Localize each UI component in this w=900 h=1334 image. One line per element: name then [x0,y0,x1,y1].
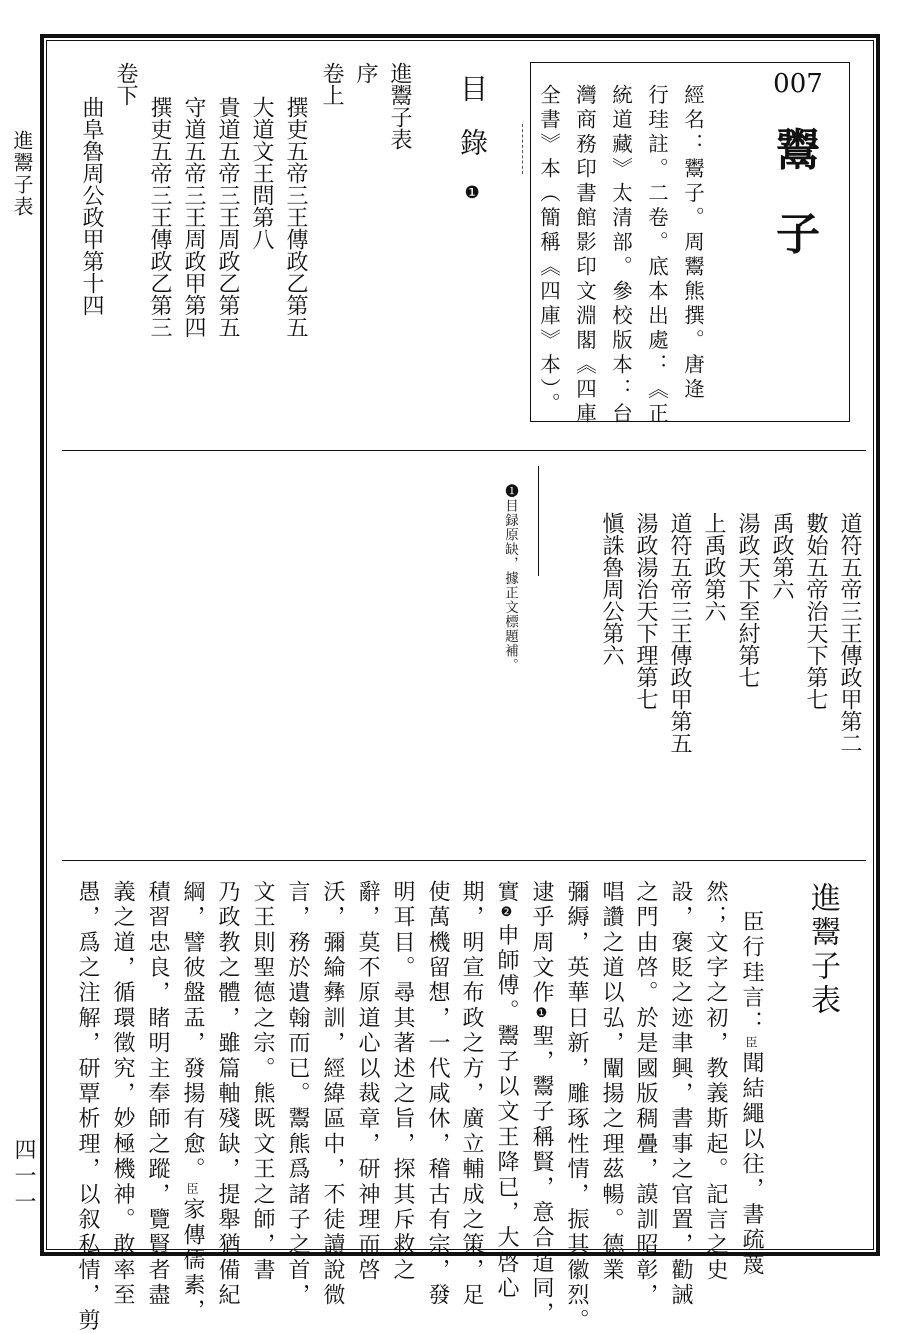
info-line: 經名：鬻子。周鬻熊撰。唐逄 [680,84,705,403]
toc-line: 湯政天下至紂第七 [735,512,760,688]
text-run: 家傳儒素， [180,1197,205,1324]
toc-heading [452,74,492,228]
dashed-marker [522,124,523,174]
essay-line: 彌縟，英華日新，雕琢性情，振其徽烈。 [564,880,589,1334]
toc-line: 禹政第六 [769,512,794,600]
note-marker: ❶ [462,182,482,228]
toc-line: 撰吏五帝三王傳政乙第五 [283,74,308,338]
text-run: 實 [494,880,519,906]
page-number: 四一一 [11,1138,36,1216]
toc-line: 守道五帝三王周政甲第四 [181,74,206,338]
footnote: ❶目録原缺，據正文標題補。 [502,484,518,673]
toc-line: 道符五帝三王傳政甲第二 [837,512,862,754]
text-run: 聞結繩以往，書疏蔑 [739,1051,764,1279]
essay-line [495,880,517,1301]
essay-line [740,910,762,1278]
essay-line: 沃，彌綸彝訓，經緯區中，不徒讀說微 [320,880,345,1309]
toc-heading-text: 目錄 [456,74,489,182]
running-title: 進鬻子表 [10,130,34,218]
info-line: 灣商務印書館影印文淵閣《四庫 [572,84,597,427]
note-marker: ❶ [534,1006,549,1025]
essay-line: 期，明宣布政之方，廣立輔成之策，足 [459,880,484,1309]
text-run: 綱，譬彼盤盂，發揚有愈。 [180,880,205,1183]
essay-line: 之門由啓。於是國版稠疊，謨訓昭彰， [633,880,658,1309]
essay-line: 言，務於遺翰而已。鬻熊爲諸子之首， [285,880,310,1309]
essay-line: 愚，爲之注解，研覃析理，以叙私情，剪 [75,880,100,1334]
note-marker: ❷ [499,905,514,924]
toc-line: 上禹政第六 [701,512,726,622]
toc-line: 數始五帝治天下第七 [803,512,828,710]
divider-lower [62,860,866,861]
essay-line: 積習忠良，睹明主奉師之蹤，覽賢者盡 [145,880,170,1309]
small-char: 臣 [744,1036,758,1052]
toc-line: 貴道五帝三王周政乙第五 [215,74,240,338]
toc-line: 序 [353,62,378,84]
info-line: 全書》本（簡稱《四庫》本）。 [536,84,561,417]
essay-line: 使萬機留想，一代咸休，稽古有宗，發 [425,880,450,1309]
essay-line: 乃政教之體，雖篇軸殘缺，提舉猶備紀 [215,880,240,1309]
toc-line: 大道文王問第八 [249,74,274,250]
small-char: 臣 [185,1182,199,1198]
toc-line: 進鬻子表 [387,62,412,150]
text-run: 申師傅。鬻子以文王降已，大啓心 [494,923,519,1302]
toc-line: 湯政湯治天下理第七 [633,512,658,710]
essay-line: 義之道，循環徵究，妙極機神。敢率至 [110,880,135,1309]
essay-line [181,880,203,1324]
toc-line: 愼誅魯周公第六 [599,512,624,666]
text-run: 聖，鬻子稱賢，意合道同， [529,1024,554,1327]
footnote-rule [538,466,539,576]
essay-line: 設，褒貶之迹聿興，書事之官置，勸誡 [668,880,693,1309]
toc-line: 道符五帝三王傳政甲第五 [667,512,692,754]
toc-line: 撰吏五帝三王傳政乙第三 [147,74,172,338]
toc-line: 卷上 [319,62,344,106]
text-run: 逮乎周文作 [529,880,554,1006]
toc-line: 曲阜魯周公政甲第十四 [79,74,104,316]
essay-line [530,880,552,1327]
essay-line: 唱讚之道以弘，闡揚之理茲暢。德業 [599,880,624,1284]
essay-title: 進鬻子表 [805,882,840,1018]
info-line: 統道藏》太清部。參校版本：台 [608,84,633,427]
essay-line: 明耳目。尋其著述之旨，探其斥救之 [390,880,415,1284]
text-code: 007 [773,69,823,99]
title-char-1: 鬻 [776,125,820,177]
info-line: 行珪註。二卷。底本出處：《正 [644,84,669,427]
essay-line: 辭，莫不原道心以裁章，研神理而啓 [355,880,380,1284]
toc-line: 卷下 [113,62,138,106]
title-char-2: 子 [776,208,820,260]
divider-upper [62,450,866,451]
text-run: 臣行珪言： [739,910,764,1036]
essay-line: 然；文字之初，教義斯起。記言之史 [703,880,728,1284]
essay-line: 文王則聖德之宗。熊既文王之師，書 [250,880,275,1284]
